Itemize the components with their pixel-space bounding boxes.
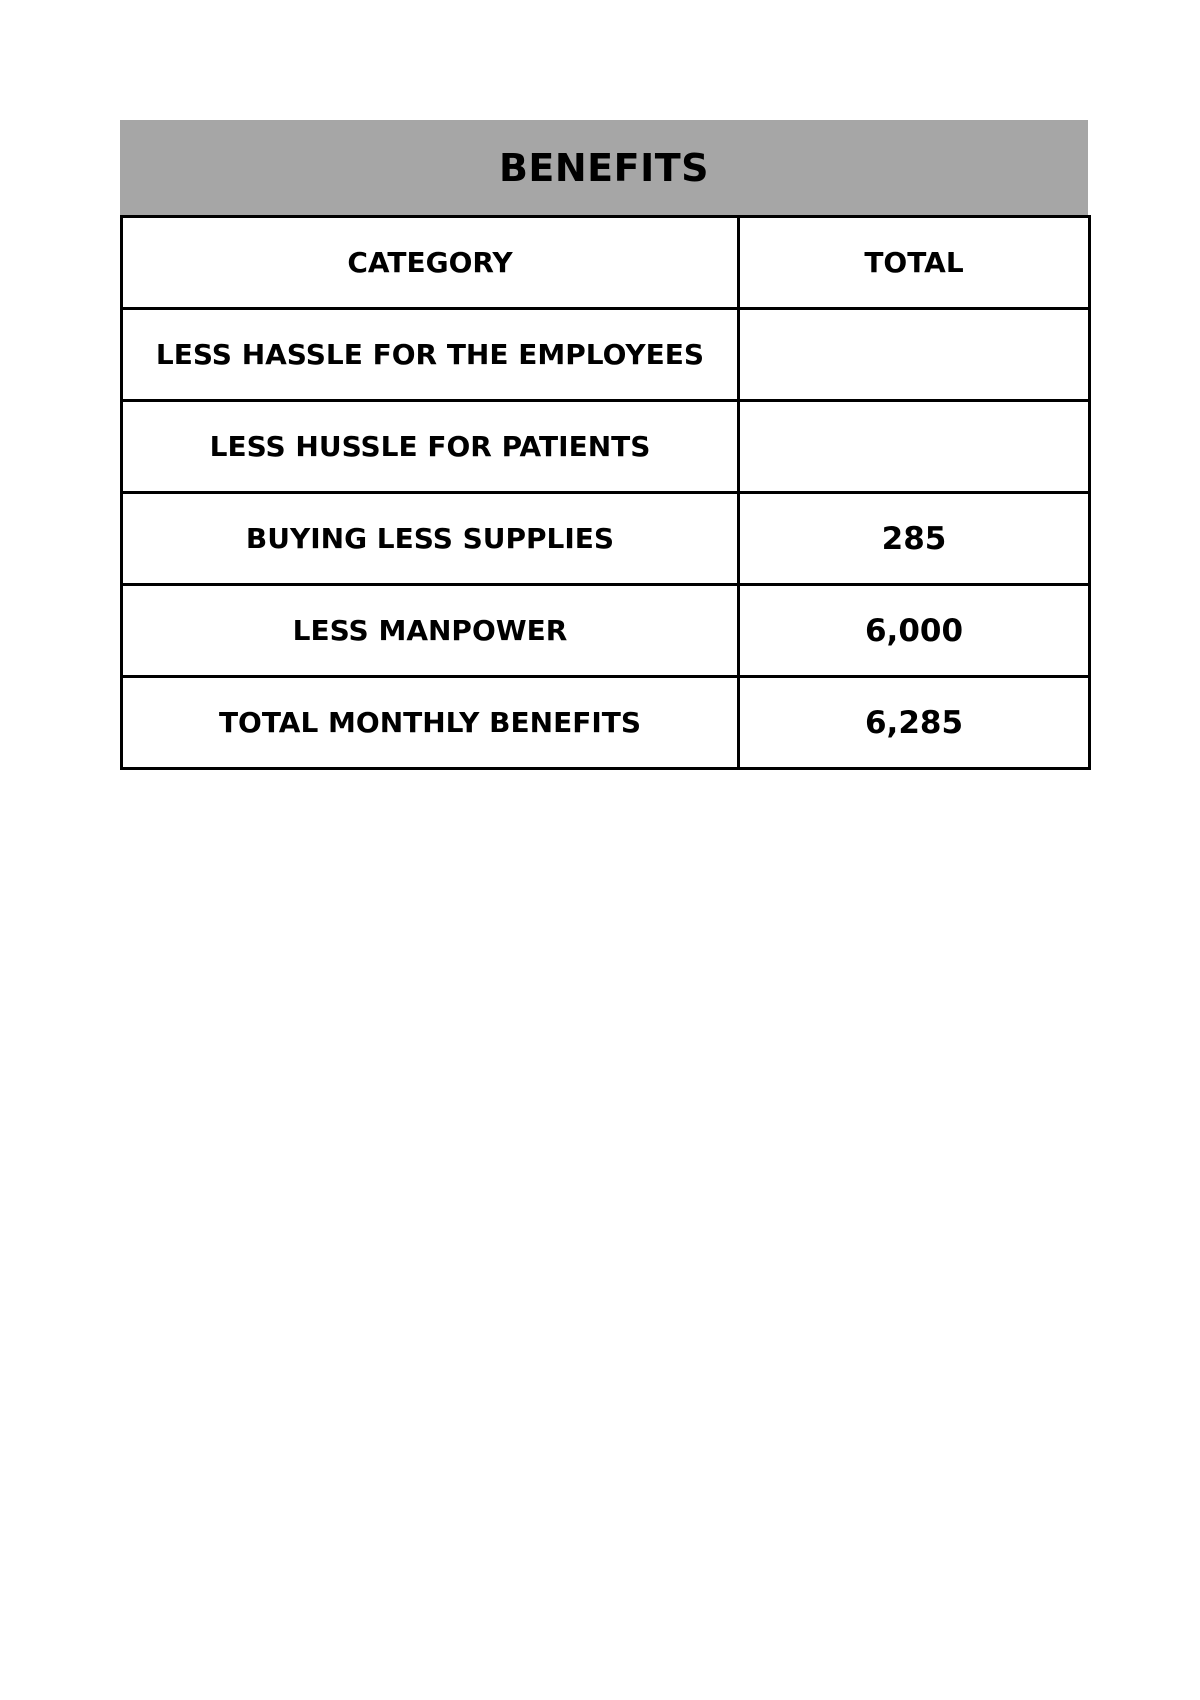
table-row xyxy=(122,309,1090,401)
category-cell: LESS HUSSLE FOR PATIENTS xyxy=(122,401,739,493)
category-cell: TOTAL MONTHLY BENEFITS xyxy=(122,677,739,769)
total-cell: 6,285 xyxy=(739,677,1090,769)
total-cell: 6,000 xyxy=(739,585,1090,677)
table-row xyxy=(122,493,1090,585)
category-cell: BUYING LESS SUPPLIES xyxy=(122,493,739,585)
total-cell: 285 xyxy=(739,493,1090,585)
category-cell: LESS HASSLE FOR THE EMPLOYEES xyxy=(122,309,739,401)
header-row xyxy=(122,217,1090,309)
total-row xyxy=(122,677,1090,769)
table-title: BENEFITS xyxy=(120,120,1088,215)
category-cell: LESS MANPOWER xyxy=(122,585,739,677)
total-cell xyxy=(739,309,1090,401)
benefits-table xyxy=(120,215,1091,770)
column-header-category: CATEGORY xyxy=(122,217,739,309)
benefits-sheet xyxy=(120,120,1088,770)
column-header-total: TOTAL xyxy=(739,217,1090,309)
table-row xyxy=(122,585,1090,677)
table-row xyxy=(122,401,1090,493)
total-cell xyxy=(739,401,1090,493)
